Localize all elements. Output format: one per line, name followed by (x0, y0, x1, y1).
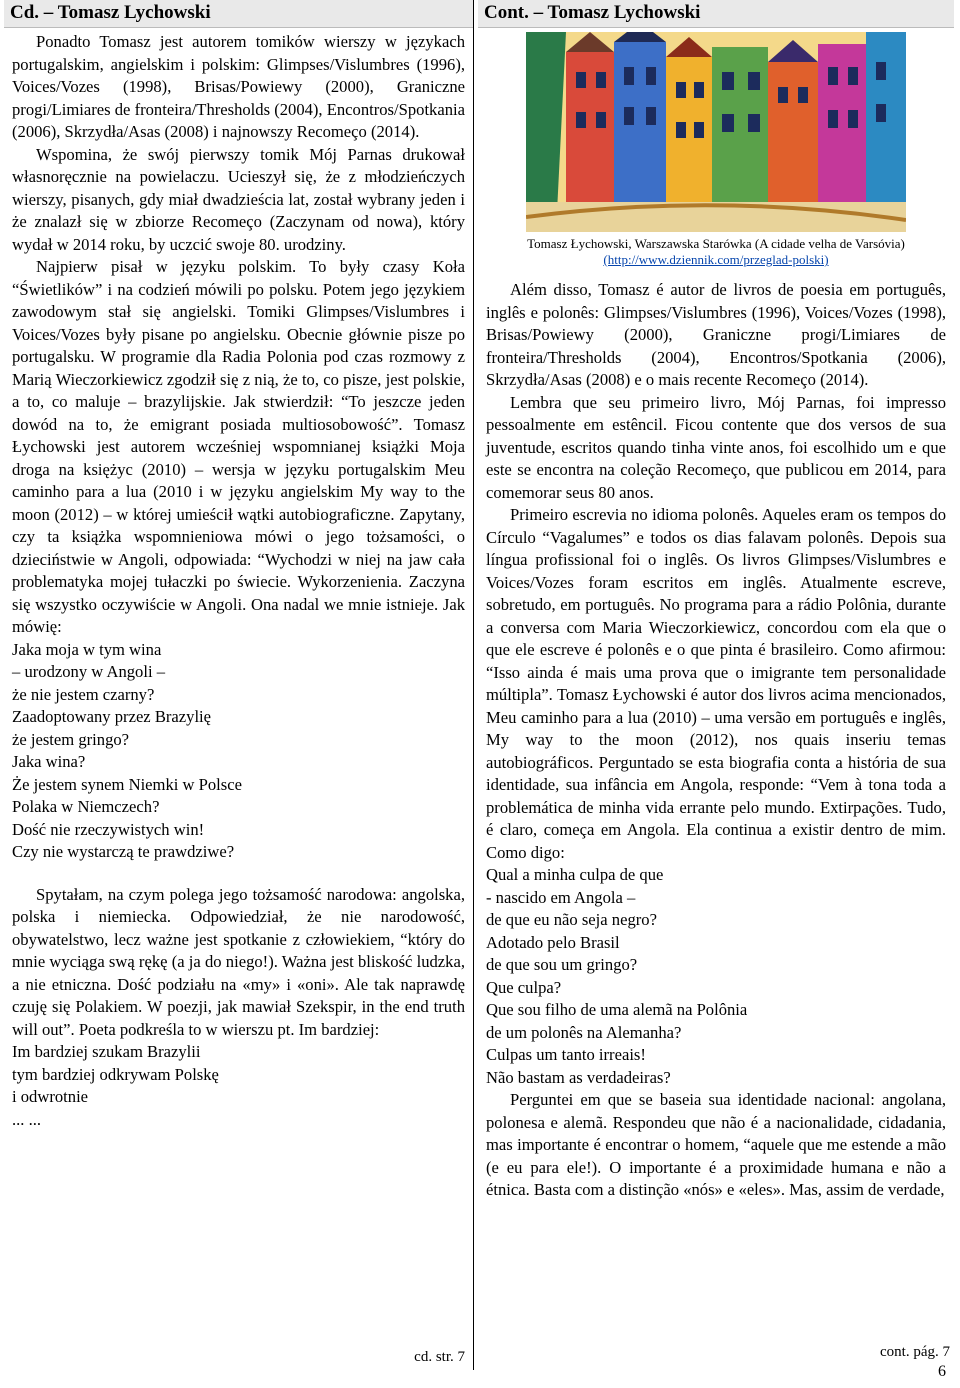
poem-line: Qual a minha culpa de que (486, 865, 664, 884)
poem-line: tym bardziej odkrywam Polskę (12, 1064, 219, 1084)
poem-line: Que culpa? (486, 977, 562, 997)
right-paragraphs-2 (486, 1089, 946, 1202)
image-caption (478, 236, 954, 268)
poem-line: de que sou um gringo? (486, 955, 638, 974)
left-paragraphs-2 (12, 884, 465, 1042)
right-column-body (478, 276, 954, 1202)
poem-line: Zaadoptowany przez Brazylię (12, 707, 212, 726)
paragraph: Lembra que seu primeiro livro, Mój Parnas, foi impresso pessoalmente em estêncil. Ficou contente que dos versos de sua juventude, escritos quando tinha vinte anos, foi escolhido um e que este se encontra na coleção Recomeço, que publicou em 2014, para comemorar seus 80 anos. (486, 392, 946, 502)
warsaw-old-town-painting (526, 32, 906, 232)
poem-line: - nascido em Angola – (486, 887, 636, 907)
caption-text: Tomasz Łychowski, Warszawska Starówka (A cidade velha de Varsóvia) (527, 236, 905, 251)
left-paragraphs (12, 31, 465, 639)
paragraph: Primeiro escrevia no idioma polonês. Aqueles eram os tempos do Círculo “Vagalumes” e todos os dias falavam polonês. Depois sua língua profissional foi o inglês. Os livros Glimpses/Vislumbres e Voices/Vozes foram escritos em inglês. Atualmente escreve, sobretudo, em português. No programa para a rádio Polônia, durante a conversa com Maria Wieczorkiewicz, concordou com ela que o que ele escreve é polonês e o que pinta é brasileiro. Como afirmou: “Isso ainda é mais uma prova que o imigrante tem personalidade múltipla”. Tomasz Łychowski é autor dos livros acima mencionados, Meu caminho para a lua (2010) – uma versão em português e inglês, My way to the moon (2012), nos quais inseriu temas autobiográficos. Perguntado se esta biografia conta a história de sua identidade, sua infância em Angola, responde: “Vem à tona toda a problemática de minha vida errante pelo mundo. Extirpações. Tudo, é claro, começa em Angola. Ela continua a existir dentro de mim. Como digo: (486, 505, 946, 862)
right-poem (486, 864, 946, 1089)
poem-line: Jaka wina? (12, 752, 86, 771)
poem-line: – urodzony w Angoli – (12, 662, 166, 681)
continued-note-right: cont. pág. 7 (880, 1344, 950, 1360)
paragraph: Ponadto Tomasz jest autorem tomików wierszy w językach portugalskim, angielskim i polskim: Glimpses/Vislumbres (1996), Voices/Vozes (1998), Brisas/Powiewy (2000), Graniczne progi/Limiares de fronteira/Thresholds (2004), Encontros/Spotkania (2006), Skrzydła/Asas (2008) i najnowszy Recomeço (2014). (12, 32, 465, 141)
poem-line: Culpas um tanto irreais! (486, 1045, 646, 1064)
poem-line: ... ... (12, 1109, 42, 1129)
poem-line: Czy nie wystarczą te prawdziwe? (12, 842, 235, 861)
paragraph: Perguntei em que se baseia sua identidade nacional: angolana, polonesa e alemã. Respondeu que não é a nacionalidade, cidadania, mas importante é encontrar o homem, “aquele que me estende a mão (e eu para ele!). O importante é a proximidade humana e não a étnica. Basta com a distinção «nós» e «eles». Mas, assim de verdade, (486, 1090, 946, 1199)
poem-line: Jaka moja w tym wina (12, 639, 162, 659)
poem-line: Adotado pelo Brasil (486, 932, 620, 952)
poem-line: Dość nie rzeczywistych win! (12, 819, 205, 839)
poem-line: że jestem gringo? (12, 729, 130, 749)
left-column-header: Cd. – Tomasz Lychowski (4, 0, 473, 28)
poem-line: Że jestem synem Niemki w Polsce (12, 774, 242, 794)
poem-line: Im bardziej szukam Brazylii (12, 1042, 201, 1061)
continued-note: cd. str. 7 (414, 1349, 465, 1365)
right-column-header: Cont. – Tomasz Lychowski (478, 0, 954, 28)
right-paragraphs (486, 279, 946, 864)
poem-line: i odwrotnie (12, 1087, 89, 1106)
page-number: 6 (938, 1363, 946, 1380)
poem-line: Não bastam as verdadeiras? (486, 1067, 671, 1087)
left-poem-2 (12, 1041, 465, 1131)
left-column (4, 0, 474, 1370)
paragraph: Wspomina, że swój pierwszy tomik Mój Parnas drukował własnoręcznie na powielaczu. Ucieszył się, że z młodzieńczych wierszy, pisanych, gdy miał dwadzieścia lat, został wybrany jeden i że znalazł się w zbiorze Recomeço (Zaczynam od nowa), który wydał w 2014 roku, by uczcić swoje 80. urodziny. (12, 144, 465, 254)
poem-line: de que eu não seja negro? (486, 910, 657, 929)
poem-line: de um polonês na Alemanha? (486, 1022, 682, 1042)
paragraph: Spytałam, na czym polega jego tożsamość narodowa: angolska, polska i niemiecka. Odpowiedział, że nie narodowość, obywatelstwo, lecz ważne jest spotkanie z człowiekiem, “który do mnie wyciąga swą rękę (a ja do niego!). Ważna jest bliskość ludzka, a nie etniczna. Dość podziału na «my» i «oni». Ale tak naprawdę czuję się Polakiem. W poezji, jak mawiał Szekspir, in the end truth will out”. Poeta podkreśla to w wierszu pt. Im bardziej: (12, 884, 465, 1039)
left-poem (12, 639, 465, 864)
paragraph: Najpierw pisał w języku polskim. To były czasy Koła “Świetlików” i na codzień mówili po polsku. Potem jego językiem zawodowym stał się angielski. Tomiki Glimpses/Vislumbres i Voices/Vozes były pisane po angielsku. Obecnie głównie pisze po portugalsku. W programie dla Radia Polonia pod czas rozmowy z Marią Wieczorkiewicz zgodził się z nią, że to, co pisze, jest polskie, a to, co maluje – brazylijskie. Jak stwierdził: “To jeszcze jeden dowód na to, że emigrant posiada multiosobowość”. Tomasz Łychowski jest autorem wcześniej wspomnianej książki Moja droga na księżyc (2010) – wersja w języku portugalskim Meu caminho para a lua (2010 i w języku angielskim My way to the moon (2012) – w której umieścił wątki autobiograficzne. Zapytany, czy ta książka wspomnieniowa mówi o jego tożsamości, o dzieciństwie w Angoli, odpowiada: “Wychodzi w niej na jaw cała problematyka mojej tułaczki po świecie. Wykorzenienia. Zaczyna się wszystko oczywiście w Angoli. Ona nadal we mnie istnieje. Jak mówię: (12, 257, 465, 636)
paragraph: Além disso, Tomasz é autor de livros de poesia em português, inglês e polonês: Glimpses/Vislumbres (1996), Voices/Vozes (1998), Brisas/Powiewy (2000), Graniczne progi/Limiares de fronteira/Thresholds (2004), Encontros/Spotkania (2006), Skrzydła/Asas (2008) e o mais recente Recomeço (2014). (486, 280, 946, 389)
poem-line: Polaka w Niemczech? (12, 797, 160, 816)
right-column (478, 0, 954, 1370)
left-column-body (4, 28, 473, 1131)
caption-link[interactable]: (http://www.dziennik.com/przeglad-polski) (603, 252, 829, 267)
poem-line: że nie jestem czarny? (12, 684, 155, 704)
poem-line: Que sou filho de uma alemã na Polônia (486, 1000, 748, 1019)
